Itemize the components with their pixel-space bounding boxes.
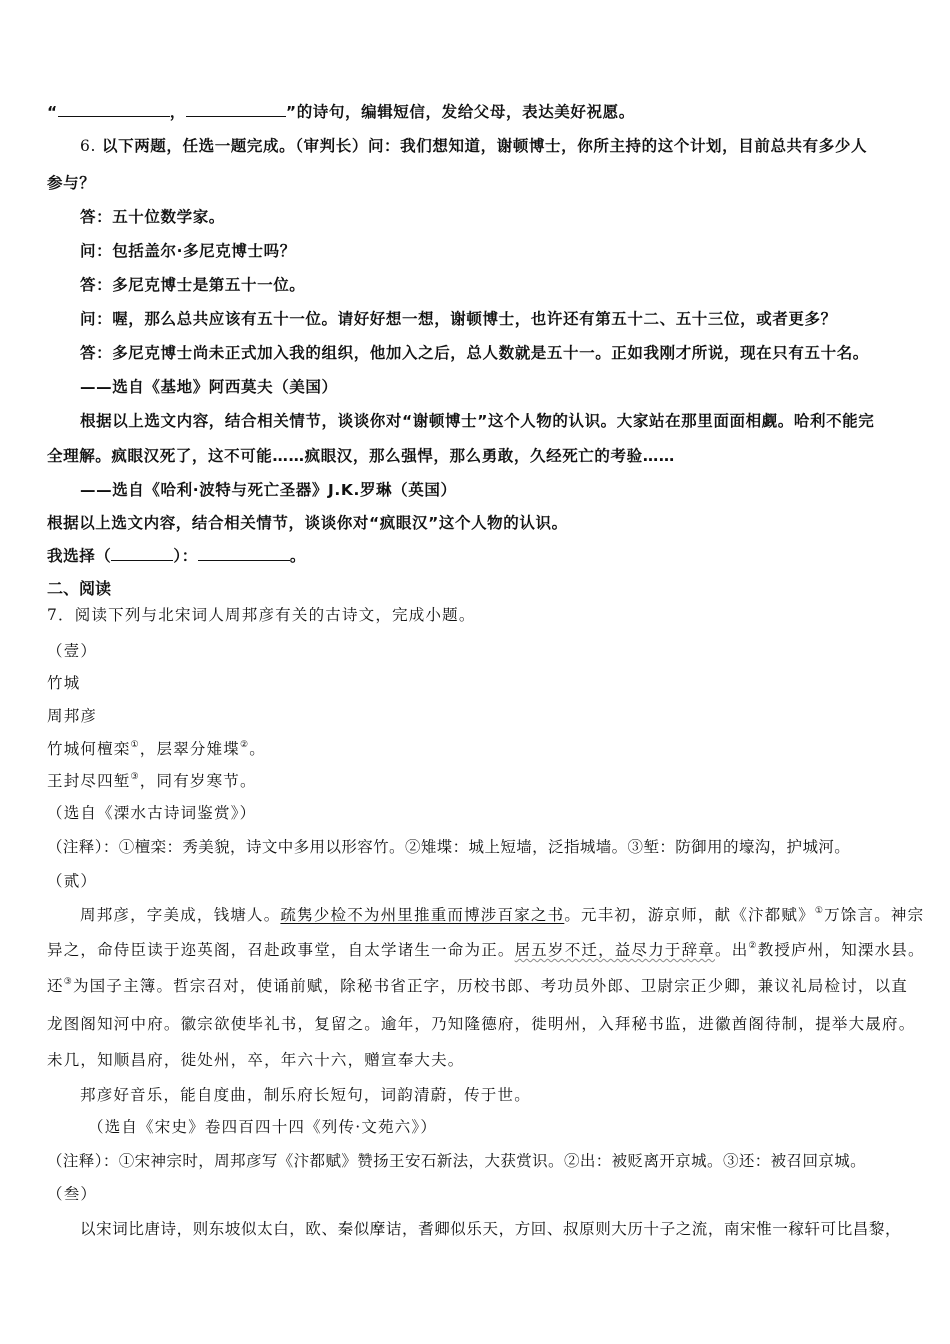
source-citation: （选自《宋史》卷四百四十四《列传·文苑六》） <box>88 1118 438 1136</box>
part-label: （叁） <box>47 1185 98 1203</box>
choice-prefix: 我选择（ <box>47 547 112 565</box>
question-number: 6. <box>80 137 96 155</box>
poem-verse-2: 王封尽四堑③，同有岁寒节。 <box>47 772 257 790</box>
annotation-notes: （注释）：①宋神宗时，周邦彦写《汴都赋》赞扬王安石新法，大获赏识。②出：被贬离开京城。③还：被召回京城。 <box>47 1152 867 1170</box>
passage-line: 龙图阁知河中府。徽宗欲使毕礼书，复留之。逾年，乃知隆德府，徙明州，入拜秘书监，进徽酋阁待制，提举大晟府。 <box>47 1015 916 1033</box>
q5-instruction-text: 的诗句，编辑短信，发给父母，表达美好祝愿。 <box>296 103 635 121</box>
passage-line: 邦彦好音乐，能自度曲，制乐府长短句，词韵清蔚，传于世。 <box>80 1086 531 1104</box>
underlined-sentence: 疏隽少检不为州里推重而博涉百家之书 <box>280 906 565 924</box>
dialogue-line: 答：五十位数学家。 <box>80 208 225 226</box>
annotation-notes: （注释）：①檀栾：秀美貌，诗文中多用以形容竹。②雉堞：城上短墙，泛指城墙。③堑：防御用的壕沟，护城河。 <box>47 838 851 856</box>
choice-end: 。 <box>289 547 306 565</box>
choice-mid: ）： <box>173 547 198 565</box>
q5-tail-line <box>47 101 910 123</box>
footnote-marker: ③ <box>130 772 140 782</box>
footnote-marker: ③ <box>63 977 73 987</box>
passage-line: 还③为国子主簿。哲宗召对，使诵前赋，除秘书省正字，历校书郎、考功员外郎、卫尉宗正少卿，兼议礼局检讨，以直 <box>47 977 908 995</box>
choice-line <box>47 545 910 567</box>
q6-question-line1 <box>80 135 910 157</box>
prompt-line: 全理解。疯眼汉死了，这不可能……疯眼汉，那么强悍，那么勇敢，久经死亡的考验…… <box>47 447 675 465</box>
poem-author: 周邦彦 <box>47 707 98 725</box>
passage-line: 周邦彦，字美成，钱塘人。疏隽少检不为州里推重而博涉百家之书。元丰初，游京师，献《汴都赋》①万馀言。神宗 <box>80 906 925 924</box>
answer-blank[interactable] <box>198 546 290 561</box>
part-label: （贰） <box>47 872 98 890</box>
footnote-marker: ① <box>130 740 140 750</box>
section-heading: 二、阅读 <box>47 579 112 598</box>
dialogue-line: 问：包括盖尔·多尼克博士吗？ <box>80 242 296 260</box>
footnote-marker: ② <box>240 740 250 750</box>
q6-question-line2: 参与？ <box>47 174 96 192</box>
dialogue-line: 答：多尼克博士是第五十一位。 <box>80 276 306 294</box>
q7-intro: 7．阅读下列与北宋词人周邦彦有关的古诗文，完成小题。 <box>47 606 476 624</box>
answer-blank-2[interactable] <box>186 102 286 117</box>
source-citation: ——选自《基地》阿西莫夫（美国） <box>80 378 338 396</box>
passage-line: 以宋词比唐诗，则东坡似太白，欧、秦似摩诘，耆卿似乐天，方回、叔原则大历十子之流，南宋惟一稼轩可比昌黎， <box>80 1220 902 1238</box>
close-quote: ” <box>285 103 297 121</box>
dialogue-line: 答：多尼克博士尚未正式加入我的组织，他加入之后，总人数就是五十一。正如我刚才所说，现在只有五十名。 <box>80 344 869 362</box>
source-citation: ——选自《哈利·波特与死亡圣器》J.K.罗琳（英国） <box>80 481 457 499</box>
prompt-line: 根据以上选文内容，结合相关情节，谈谈你对“谢顿博士”这个人物的认识。大家站在那里面面相觑。哈利不能完 <box>80 412 875 430</box>
wavy-underlined-sentence: 居五岁不迁，益尽力于辞章 <box>514 941 716 959</box>
footnote-marker: ① <box>814 906 825 916</box>
source-citation: （选自《溧水古诗词鉴赏》） <box>47 804 257 822</box>
choice-blank[interactable] <box>111 546 173 561</box>
q6-text: 以下两题，任选一题完成。（审判长）问：我们想知道，谢顿博士，你所主持的这个计划，目前总共有多少人 <box>102 137 868 155</box>
answer-blank-1[interactable] <box>58 102 170 117</box>
open-quote: “ <box>47 103 58 121</box>
comma: ， <box>169 103 186 121</box>
passage-line: 异之，命侍臣读于迩英阁，召赴政事堂，自太学诸生一命为正。居五岁不迁，益尽力于辞章。出②教授庐州，知溧水县。 <box>47 941 925 959</box>
poem-title: 竹城 <box>47 674 81 692</box>
passage-line: 未几，知顺昌府，徙处州，卒，年六十六，赠宣奉大夫。 <box>47 1051 465 1069</box>
part-label: （壹） <box>47 642 98 660</box>
prompt-line: 根据以上选文内容，结合相关情节，谈谈你对“疯眼汉”这个人物的认识。 <box>47 514 568 532</box>
dialogue-line: 问：喔，那么总共应该有五十一位。请好好想一想，谢顿博士，也许还有第五十二、五十三位，或者更多？ <box>80 310 837 328</box>
poem-verse-1: 竹城何檀栾①，层翠分雉堞②。 <box>47 740 266 758</box>
footnote-marker: ② <box>748 941 758 951</box>
